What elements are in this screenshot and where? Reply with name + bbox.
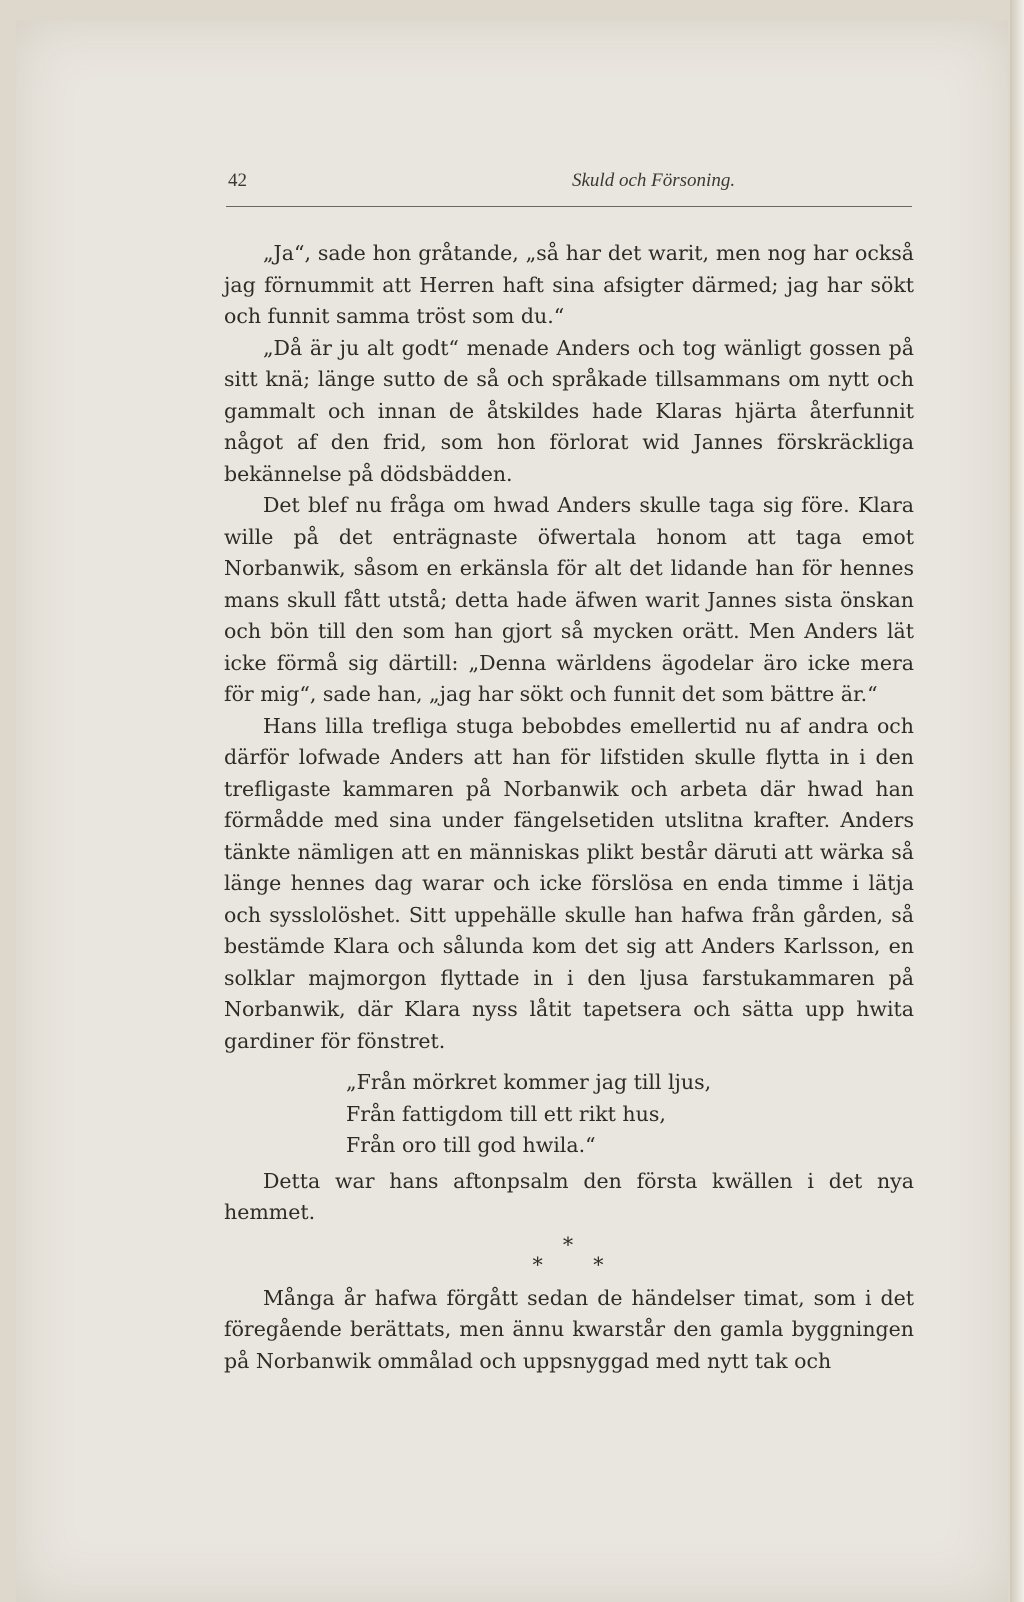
running-title: Skuld och Försoning.	[572, 170, 736, 191]
page-number: 42	[228, 170, 247, 191]
page-edge	[1010, 0, 1024, 1602]
divider-star: *	[562, 1232, 576, 1257]
section-divider	[224, 1232, 914, 1277]
paragraph: „Då är ju alt godt“ menade Anders och tog wänligt gossen på sitt knä; länge sutto de så och språkade tillsammans om nytt och gammalt och innan de åtskildes hade Klaras hjärta återfunnit något af den frid, som hon förlorat wid Jannes förskräckliga bekännelse på dödsbädden.	[224, 335, 914, 486]
paragraph: Många år hafwa förgått sedan de händelser timat, som i det föregående berättats, men ännu kwarstår den gamla byggningen på Norbanwik ommålad och uppsnyggad med nytt tak och	[224, 1285, 914, 1373]
paragraph: Det blef nu fråga om hwad Anders skulle taga sig före. Klara wille på det enträgnaste öfwertala honom att taga emot Norbanwik, såsom en erkänsla för alt det lidande han för hennes mans skull fått utstå; detta hade äfwen warit Jannes sista önskan och bön till den som han gjort så mycken orätt. Men Anders lät icke förmå sig därtill: „Denna wärldens ägodelar äro icke mera för mig“, sade han, „jag har sökt och funnit det som bättre är.“	[224, 493, 914, 706]
paragraph: „Ja“, sade hon gråtande, „så har det warit, men nog har också jag förnummit att Herren haft sina afsigter därmed; jag har sökt och funnit samma tröst som du.“	[224, 241, 914, 328]
verse-line: „Från mörkret kommer jag till ljus,	[346, 1070, 712, 1094]
header-rule	[226, 206, 912, 207]
verse-line: Från fattigdom till ett rikt hus,	[346, 1101, 666, 1126]
paragraph: Hans lilla trefliga stuga bebobdes emellertid nu af andra och därför lofwade Anders att han för lifstiden skulle flytta in i den trefligaste kammaren på Norbanwik och arbeta där hwad han förmådde med sina under fängelsetiden utslitna krafter. Anders tänkte nämligen att en människas plikt består däruti att wärka så länge hennes dag warar och icke förslösa en enda timme i lätja och sysslolöshet. Sitt uppehälle skulle han hafwa från gården, så bestämde Klara och sålunda kom det sig att Anders Karlsson, en solklar majmorgon flyttade in i den ljusa farstukammaren på Norbanwik, där Klara nyss låtit tapetsera och sätta upp hwita gardiner för fönstret.	[224, 713, 914, 1053]
paragraph: Detta war hans aftonpsalm den första kwällen i det nya hemmet.	[224, 1168, 914, 1224]
verse-line: Från oro till god hwila.“	[346, 1133, 596, 1157]
body-text	[224, 238, 914, 1377]
psalm-verse	[224, 1067, 914, 1162]
page-header	[212, 166, 912, 196]
divider-stars: * *	[532, 1252, 606, 1277]
